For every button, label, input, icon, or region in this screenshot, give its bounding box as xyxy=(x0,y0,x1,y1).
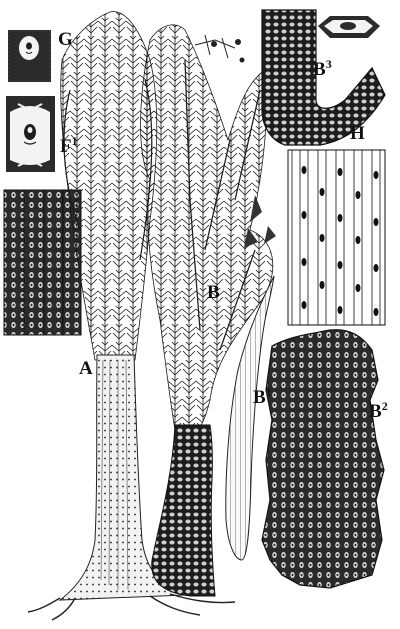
label-a: A xyxy=(79,358,93,379)
specimen-f1 xyxy=(6,96,55,172)
label-g: G xyxy=(58,29,73,50)
label-h: H xyxy=(350,123,365,144)
specimen-g xyxy=(8,30,51,82)
label-b3: $B^3$ xyxy=(313,57,332,80)
specimen-b2 xyxy=(262,330,384,588)
label-b1: $B^1$ xyxy=(253,385,272,408)
tree-b xyxy=(141,25,276,596)
label-b: B xyxy=(207,282,220,303)
specimen-bark-block xyxy=(4,190,81,335)
specimen-h xyxy=(288,150,385,325)
label-b2: $B^2$ xyxy=(369,399,388,422)
label-f1: $F^1$ xyxy=(60,134,78,157)
